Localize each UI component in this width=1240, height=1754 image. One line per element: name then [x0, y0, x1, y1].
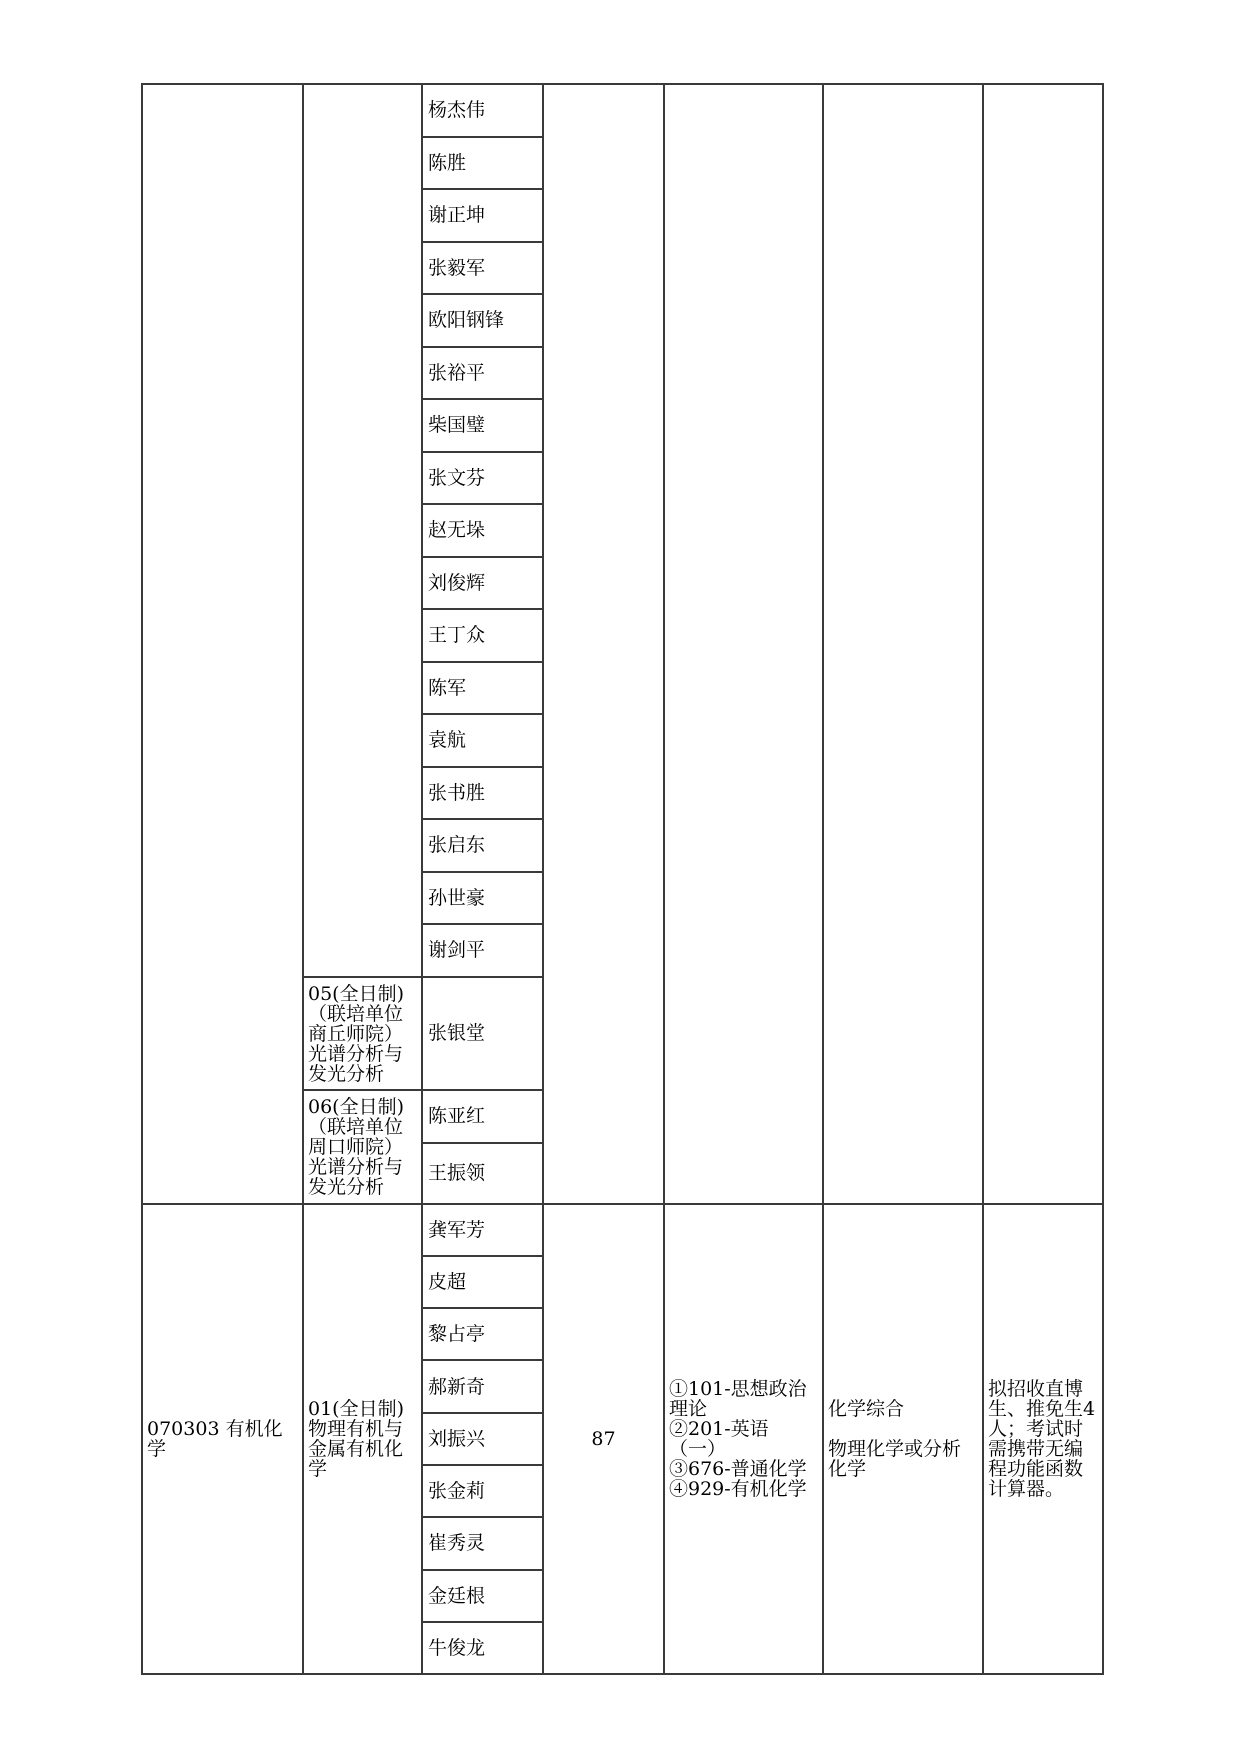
research-direction-cell — [303, 84, 422, 977]
advisor-cell: 杨杰伟 — [422, 84, 543, 137]
advisor-cell: 袁航 — [422, 714, 543, 767]
advisor-cell: 郝新奇 — [422, 1360, 543, 1412]
enrollment-count-cell — [543, 84, 664, 1204]
table-row — [142, 84, 1103, 137]
research-direction-cell: 06(全日制)（联培单位周口师院）光谱分析与发光分析 — [303, 1090, 422, 1204]
advisor-cell: 张书胜 — [422, 767, 543, 820]
advisor-cell: 谢正坤 — [422, 189, 543, 242]
research-direction-cell: 01(全日制)物理有机与金属有机化学 — [303, 1204, 422, 1675]
table-row — [142, 1204, 1103, 1256]
advisor-cell: 张银堂 — [422, 977, 543, 1090]
research-direction-cell: 05(全日制)（联培单位商丘师院）光谱分析与发光分析 — [303, 977, 422, 1090]
advisor-cell: 陈胜 — [422, 137, 543, 190]
remarks-cell — [983, 84, 1103, 1204]
major-cell — [142, 84, 303, 1204]
exam-subjects-cell: ①101-思想政治理论 ②201-英语（一） ③676-普通化学 ④929-有机化学 — [664, 1204, 823, 1675]
advisor-cell: 刘振兴 — [422, 1413, 543, 1465]
retest-subjects-cell: 化学综合 物理化学或分析化学 — [823, 1204, 983, 1675]
advisor-cell: 张启东 — [422, 819, 543, 872]
advisor-cell: 陈军 — [422, 662, 543, 715]
advisor-cell: 崔秀灵 — [422, 1517, 543, 1569]
advisor-cell: 张毅军 — [422, 242, 543, 295]
advisor-cell: 金廷根 — [422, 1570, 543, 1622]
advisor-cell: 龚军芳 — [422, 1204, 543, 1256]
major-cell: 070303 有机化学 — [142, 1204, 303, 1675]
retest-subjects-cell — [823, 84, 983, 1204]
advisor-cell: 张裕平 — [422, 347, 543, 400]
advisor-cell: 黎占亭 — [422, 1308, 543, 1360]
advisor-cell: 欧阳钢锋 — [422, 294, 543, 347]
advisor-cell: 柴国璧 — [422, 399, 543, 452]
exam-subjects-cell — [664, 84, 823, 1204]
advisor-cell: 谢剑平 — [422, 924, 543, 977]
advisor-cell: 皮超 — [422, 1256, 543, 1308]
advisor-cell: 孙世豪 — [422, 872, 543, 925]
advisor-cell: 王振领 — [422, 1143, 543, 1204]
enrollment-count-cell: 87 — [543, 1204, 664, 1675]
remarks-cell: 拟招收直博生、推免生4人；考试时需携带无编程功能函数计算器。 — [983, 1204, 1103, 1675]
advisor-cell: 张文芬 — [422, 452, 543, 505]
advisor-cell: 牛俊龙 — [422, 1622, 543, 1674]
advisor-cell: 王丁众 — [422, 609, 543, 662]
advisor-cell: 赵无垛 — [422, 504, 543, 557]
advisor-cell: 陈亚红 — [422, 1090, 543, 1143]
enrollment-table — [141, 83, 1104, 1675]
advisor-cell: 张金莉 — [422, 1465, 543, 1517]
advisor-cell: 刘俊辉 — [422, 557, 543, 610]
